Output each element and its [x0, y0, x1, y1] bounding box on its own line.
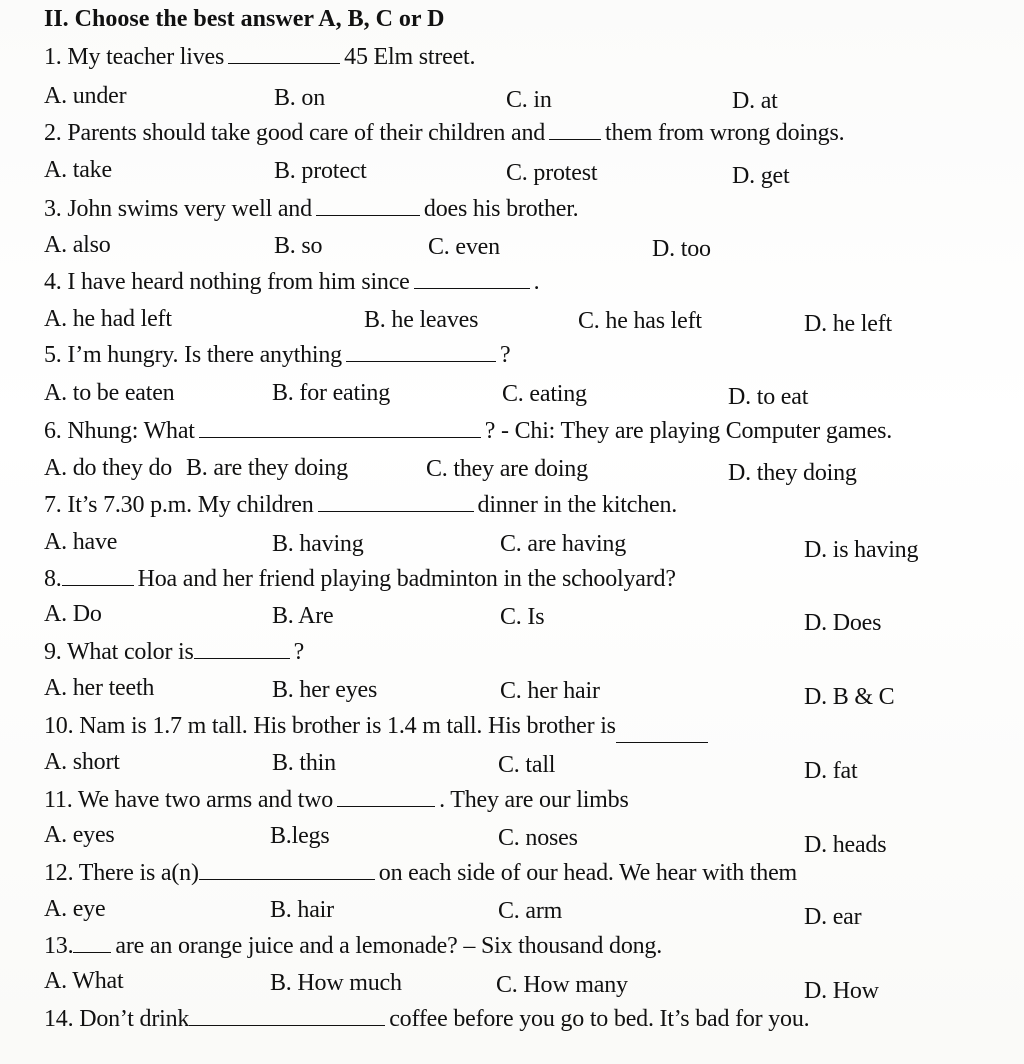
question-12 — [44, 860, 797, 887]
option-a: A. under — [44, 83, 127, 109]
option-a: A. Do — [44, 601, 102, 627]
answer-blank — [189, 1007, 385, 1026]
question-12-tail: on each side of our head. We hear with them — [378, 860, 797, 886]
option-b: B. How much — [270, 970, 402, 996]
question-6 — [44, 418, 892, 445]
option-a: A. What — [44, 968, 124, 994]
option-c: C. eating — [502, 381, 587, 407]
option-d: D. Does — [804, 610, 882, 636]
option-a: A. eye — [44, 896, 106, 922]
option-b: B. for eating — [272, 380, 391, 406]
option-c: C. How many — [496, 972, 628, 998]
question-4-stem: 4. I have heard nothing from him since — [44, 269, 410, 295]
option-c: C. Is — [500, 604, 545, 630]
answer-blank — [316, 197, 420, 216]
option-d: D. get — [732, 163, 790, 189]
section-heading: II. Choose the best answer A, B, C or D — [44, 6, 445, 32]
question-8-tail: Hoa and her friend playing badminton in the schoolyard? — [137, 566, 676, 592]
option-c: C. he has left — [578, 308, 702, 334]
answer-blank — [199, 861, 375, 880]
option-c: C. her hair — [500, 678, 600, 704]
question-14 — [44, 1006, 809, 1033]
question-12-stem: 12. There is a(n) — [44, 860, 199, 886]
question-2-stem: 2. Parents should take good care of their children and — [44, 120, 546, 146]
question-10 — [44, 713, 712, 740]
answer-blank — [414, 270, 530, 289]
option-d: D. ear — [804, 904, 862, 930]
question-1-stem: 1. My teacher lives — [44, 44, 225, 70]
option-b: B.legs — [270, 823, 330, 849]
option-b: B. he leaves — [364, 307, 479, 333]
option-d: D. heads — [804, 832, 887, 858]
option-c: C. are having — [500, 531, 627, 557]
question-9-stem: 9. What color is — [44, 639, 194, 665]
answer-blank — [549, 121, 601, 140]
question-1-tail: 45 Elm street. — [344, 44, 476, 70]
question-13 — [44, 933, 662, 960]
option-a: A. also — [44, 232, 111, 258]
option-a: A. do they do — [44, 455, 173, 481]
answer-blank — [337, 788, 435, 807]
question-9-tail: ? — [293, 639, 305, 665]
option-d: D. How — [804, 978, 879, 1004]
question-7-tail: dinner in the kitchen. — [477, 492, 678, 518]
option-b: B. Are — [272, 603, 334, 629]
question-10-stem: 10. Nam is 1.7 m tall. His brother is 1.4 m tall. His brother is — [44, 713, 616, 739]
question-2-tail: them from wrong doings. — [605, 120, 845, 146]
answer-blank — [62, 567, 134, 586]
option-a: A. her teeth — [44, 675, 155, 701]
option-d: D. B & C — [804, 684, 895, 710]
question-2 — [44, 120, 844, 147]
option-b: B. having — [272, 531, 364, 557]
question-3-tail: does his brother. — [423, 196, 579, 222]
option-a: A. eyes — [44, 822, 115, 848]
option-b: B. hair — [270, 897, 334, 923]
question-6-stem: 6. Nhung: What — [44, 418, 195, 444]
option-c: C. even — [428, 234, 500, 260]
answer-blank — [318, 493, 474, 512]
option-d: D. too — [652, 236, 711, 262]
question-1 — [44, 44, 475, 71]
answer-blank — [346, 343, 496, 362]
option-d: D. at — [732, 88, 778, 114]
option-b: B. so — [274, 233, 323, 259]
option-b: B. thin — [272, 750, 336, 776]
option-c: C. tall — [498, 752, 556, 778]
option-a: A. take — [44, 157, 112, 183]
question-13-stem: 13. — [44, 933, 74, 959]
question-5-tail: ? — [499, 342, 511, 368]
question-6-tail: ? - Chi: They are playing Computer games. — [484, 418, 893, 444]
option-d: D. fat — [804, 758, 858, 784]
option-b: B. on — [274, 85, 326, 111]
option-a: A. have — [44, 529, 118, 555]
question-7-stem: 7. It’s 7.30 p.m. My children — [44, 492, 314, 518]
question-5-stem: 5. I’m hungry. Is there anything — [44, 342, 342, 368]
question-9 — [44, 639, 304, 666]
question-7 — [44, 492, 677, 519]
answer-blank — [73, 934, 111, 953]
question-11-tail: . They are our limbs — [439, 787, 629, 813]
option-d: D. he left — [804, 311, 892, 337]
answer-blank — [194, 640, 290, 659]
option-c: C. protest — [506, 160, 598, 186]
option-b: B. her eyes — [272, 677, 378, 703]
option-d: D. they doing — [728, 460, 857, 486]
question-13-tail: are an orange juice and a lemonade? – Six thousand dong. — [115, 933, 663, 959]
option-d: D. to eat — [728, 384, 809, 410]
question-11 — [44, 787, 629, 814]
option-b: B. protect — [274, 158, 367, 184]
option-a: A. to be eaten — [44, 380, 175, 406]
question-4 — [44, 269, 539, 296]
question-8 — [44, 566, 676, 593]
answer-blank — [199, 419, 481, 438]
question-14-tail: coffee before you go to bed. It’s bad for you. — [389, 1006, 810, 1032]
option-c: C. they are doing — [426, 456, 588, 482]
question-11-stem: 11. We have two arms and two — [44, 787, 334, 813]
question-5 — [44, 342, 510, 369]
answer-blank — [616, 724, 708, 743]
question-3 — [44, 196, 579, 223]
answer-blank — [228, 45, 340, 64]
option-c: C. in — [506, 87, 552, 113]
option-c: C. arm — [498, 898, 563, 924]
option-b: B. are they doing — [186, 455, 348, 481]
option-d: D. is having — [804, 537, 919, 563]
option-a: A. he had left — [44, 306, 172, 332]
option-c: C. noses — [498, 825, 578, 851]
question-14-stem: 14. Don’t drink — [44, 1006, 190, 1032]
question-3-stem: 3. John swims very well and — [44, 196, 312, 222]
option-a: A. short — [44, 749, 120, 775]
question-4-tail: . — [533, 269, 540, 295]
question-8-stem: 8. — [44, 566, 62, 592]
